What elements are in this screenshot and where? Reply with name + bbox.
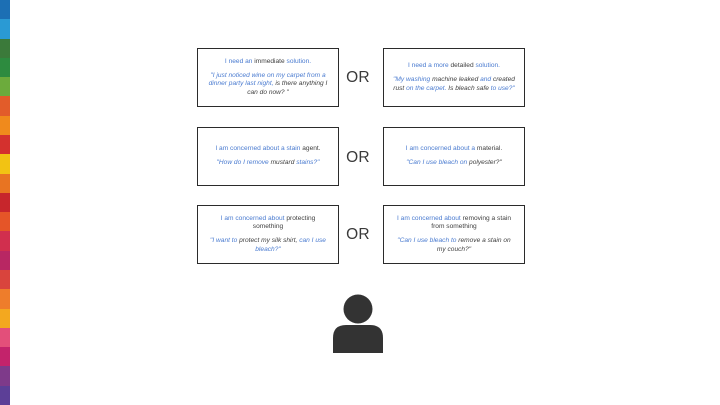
- stripe-segment: [0, 231, 10, 250]
- or-separator: OR: [346, 226, 370, 243]
- card-material: [383, 127, 525, 186]
- heading-part: agent.: [302, 145, 321, 153]
- stripe-segment: [0, 96, 10, 115]
- heading-part: solution.: [286, 57, 312, 65]
- quote-part: is there anything I can do now? ": [247, 80, 328, 96]
- heading-part: material.: [476, 145, 503, 153]
- card-quote: [217, 159, 320, 167]
- quote-part: "I just noticed wine on my carpet from a dinner party last night,: [208, 71, 326, 88]
- quote-part: polyester?": [469, 159, 502, 167]
- stripe-segment: [0, 77, 10, 96]
- stripe-segment: [0, 270, 10, 289]
- heading-part: immediate: [254, 57, 287, 65]
- stripe-segment: [0, 39, 10, 58]
- stripe-segment: [0, 116, 10, 135]
- or-separator: OR: [346, 149, 370, 166]
- card-stain-agent: [197, 127, 339, 186]
- heading-part: solution.: [475, 62, 501, 70]
- stripe-segment: [0, 289, 10, 308]
- card-immediate-solution: [197, 48, 339, 107]
- card-quote: [207, 72, 329, 97]
- heading-part: I am concerned about: [220, 215, 287, 223]
- user-head-shape: [344, 295, 373, 324]
- card-heading: [225, 58, 311, 66]
- stripe-segment: [0, 154, 10, 173]
- heading-part: removing a stain from something: [431, 215, 511, 231]
- quote-part: and: [480, 76, 493, 84]
- quote-part: created rust: [393, 76, 515, 92]
- quote-part: protect my silk shirt,: [239, 237, 300, 245]
- card-protecting-something: [197, 205, 339, 264]
- or-separator: OR: [346, 69, 370, 86]
- quote-part: "My washing: [393, 76, 433, 84]
- stripe-segment: [0, 212, 10, 231]
- card-heading: [393, 215, 515, 231]
- stripe-segment: [0, 386, 10, 405]
- quote-part: "Can I use bleach to: [397, 237, 459, 245]
- card-heading: [406, 145, 502, 153]
- stripe-segment: [0, 251, 10, 270]
- heading-part: I am concerned about a: [405, 145, 477, 153]
- card-quote: [406, 159, 502, 167]
- quote-part: remove a stain on my couch?": [436, 237, 511, 253]
- user-silhouette-icon: [331, 294, 385, 353]
- quote-part: stains?": [296, 159, 320, 167]
- quote-part: "Can I use bleach on: [406, 159, 470, 167]
- quote-part: on the carpet.: [406, 84, 449, 92]
- quote-part: to use?": [490, 84, 515, 92]
- card-quote: [393, 76, 515, 93]
- quote-part: "I want to: [210, 237, 240, 245]
- color-stripe: [0, 0, 10, 405]
- stripe-segment: [0, 309, 10, 328]
- card-heading: [215, 145, 320, 153]
- card-removing-stain: [383, 205, 525, 264]
- user-body-shape: [333, 325, 383, 353]
- heading-part: I am concerned about: [396, 215, 463, 223]
- card-quote: [207, 237, 329, 254]
- card-heading: [207, 215, 329, 231]
- heading-part: I need a more: [407, 62, 451, 70]
- stripe-segment: [0, 19, 10, 38]
- quote-part: Is bleach safe: [448, 84, 491, 92]
- heading-part: protecting something: [252, 215, 316, 231]
- quote-part: "How do I remove: [216, 159, 271, 167]
- stripe-segment: [0, 58, 10, 77]
- stripe-segment: [0, 174, 10, 193]
- stripe-segment: [0, 193, 10, 212]
- card-quote: [393, 237, 515, 254]
- stripe-segment: [0, 0, 10, 19]
- stripe-segment: [0, 366, 10, 385]
- card-detailed-solution: [383, 48, 525, 107]
- heading-part: detailed: [450, 62, 476, 70]
- heading-part: I need an: [224, 57, 255, 65]
- heading-part: I am concerned about a stain: [215, 145, 303, 153]
- stripe-segment: [0, 347, 10, 366]
- stripe-segment: [0, 328, 10, 347]
- card-heading: [408, 62, 500, 70]
- quote-part: can I use bleach?": [255, 237, 326, 253]
- quote-part: mustard: [270, 159, 297, 167]
- stripe-segment: [0, 135, 10, 154]
- quote-part: machine leaked: [432, 76, 481, 84]
